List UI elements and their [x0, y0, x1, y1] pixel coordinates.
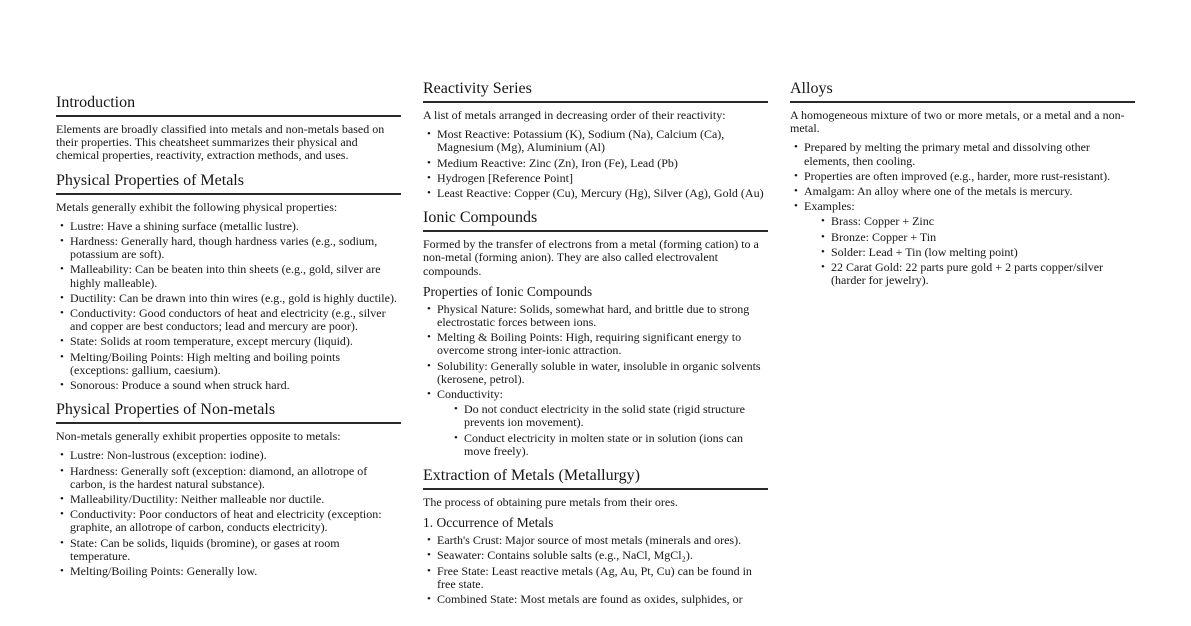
list-item — [817, 215, 1135, 228]
list-item — [423, 593, 768, 606]
list-item — [450, 403, 768, 429]
bullet-icon: • — [427, 156, 431, 169]
bullet-icon: • — [427, 302, 431, 315]
bullet-icon: • — [794, 185, 798, 198]
list-item-text: Medium Reactive: Zinc (Zn), Iron (Fe), Lead (Pb) — [437, 155, 678, 170]
section-heading: Extraction of Metals (Metallurgy) — [423, 467, 768, 490]
list-item-text: Most Reactive: Potassium (K), Sodium (Na), Calcium (Ca), Magnesium (Mg), Aluminium (Al) — [437, 127, 725, 155]
bullet-icon: • — [821, 230, 825, 243]
bullet-icon: • — [427, 388, 431, 401]
list-item — [56, 379, 401, 392]
list-item-text: Combined State: Most metals are found as oxides, sulphides, or — [437, 592, 743, 607]
bullet-icon: • — [427, 549, 431, 562]
section — [423, 467, 768, 606]
list-item — [56, 449, 401, 462]
list-item — [423, 565, 768, 591]
bullet-icon: • — [60, 449, 64, 462]
list-item-text: Conduct electricity in molten state or in solution (ions can move freely). — [464, 430, 743, 458]
column-3 — [790, 80, 1135, 292]
bullet-icon: • — [60, 350, 64, 363]
nested-list — [817, 215, 1135, 287]
list-item-text: Lustre: Have a shining surface (metallic lustre). — [70, 218, 299, 233]
paragraph: Formed by the transfer of electrons from a metal (forming cation) to a non-metal (forming anion). They are also called electrovalent compounds. — [423, 237, 759, 278]
list-item-text: Amalgam: An alloy where one of the metals is mercury. — [804, 184, 1073, 199]
section — [423, 209, 768, 458]
bullet-icon: • — [60, 464, 64, 477]
list-item-text: Conductivity: Good conductors of heat and electricity (e.g., silver and copper are best conductors; lead and mercury are poor). — [70, 306, 386, 334]
paragraph: The process of obtaining pure metals from their ores. — [423, 495, 678, 510]
list-item — [790, 170, 1135, 183]
bullet-icon: • — [60, 335, 64, 348]
columns-container — [56, 80, 1135, 611]
section — [423, 80, 768, 200]
bullet-icon: • — [60, 536, 64, 549]
bullet-icon: • — [60, 219, 64, 232]
column-2 — [423, 80, 768, 611]
paragraph: A list of metals arranged in decreasing order of their reactivity: — [423, 108, 726, 122]
list-item-text: Malleability/Ductility: Neither malleable nor ductile. — [70, 492, 325, 507]
list-item — [450, 432, 768, 458]
paragraph: Metals generally exhibit the following physical properties: — [56, 199, 338, 214]
list-item-text: Prepared by melting the primary metal and dissolving other elements, then cooling. — [804, 140, 1090, 168]
list-item-text: Sonorous: Produce a sound when struck hard. — [70, 378, 290, 393]
list-item-text: Melting/Boiling Points: Generally low. — [70, 564, 258, 579]
list-item — [423, 128, 768, 154]
bullet-icon: • — [427, 128, 431, 141]
list-item — [423, 303, 768, 329]
bullet-icon: • — [427, 534, 431, 547]
list-item — [56, 307, 401, 333]
list-item — [790, 185, 1135, 198]
bullet-icon: • — [60, 379, 64, 392]
list-item — [423, 534, 768, 547]
list-item — [423, 172, 768, 185]
list-item — [56, 565, 401, 578]
list-item-text: Examples: — [804, 199, 855, 214]
list-item — [56, 537, 401, 563]
bullet-icon: • — [60, 263, 64, 276]
section-heading: Introduction — [56, 94, 401, 117]
bullet-icon: • — [454, 403, 458, 416]
list-item — [56, 263, 401, 289]
list-item-text: Physical Nature: Solids, somewhat hard, and brittle due to strong electrostatic forces between ions. — [437, 301, 750, 330]
list-item-text: Malleability: Can be beaten into thin sheets (e.g., gold, silver are highly malleable). — [70, 262, 381, 290]
list-item-text: Earth's Crust: Major source of most metals (minerals and ores). — [437, 533, 742, 548]
list-item-text: Melting/Boiling Points: High melting and boiling points (exceptions: gallium, caesium). — [70, 349, 341, 377]
list-item — [56, 465, 401, 491]
list-item-text: State: Solids at room temperature, except mercury (liquid). — [70, 334, 353, 349]
nested-list — [450, 403, 768, 458]
list-item-text: Do not conduct electricity in the solid state (rigid structure prevents ion movement). — [464, 402, 745, 430]
paragraph: A homogeneous mixture of two or more metals, or a metal and a non-metal. — [790, 108, 1125, 136]
list-item-text: Seawater: Contains soluble salts (e.g., NaCl, MgCl₂). — [437, 548, 693, 563]
bullet-icon: • — [821, 215, 825, 228]
bullet-icon: • — [821, 261, 825, 274]
bullet-list — [423, 128, 768, 200]
list-item-text: 22 Carat Gold: 22 parts pure gold + 2 parts copper/silver (harder for jewelry). — [831, 260, 1104, 288]
bullet-icon: • — [821, 245, 825, 258]
bullet-list — [423, 303, 768, 458]
bullet-list — [790, 141, 1135, 287]
list-item-text: Conductivity: Poor conductors of heat and electricity (exception: graphite, an allotrope of carbon, conducts electricity). — [70, 507, 382, 535]
bullet-icon: • — [427, 171, 431, 184]
bullet-list — [56, 220, 401, 392]
bullet-icon: • — [60, 235, 64, 248]
list-item-text: Brass: Copper + Zinc — [831, 214, 935, 229]
list-item-text: Solubility: Generally soluble in water, insoluble in organic solvents (kerosene, petrol). — [437, 358, 761, 386]
bullet-icon: • — [794, 141, 798, 154]
list-item — [817, 246, 1135, 259]
subheading: 1. Occurrence of Metals — [423, 515, 554, 531]
bullet-icon: • — [427, 187, 431, 200]
list-item-text: Melting & Boiling Points: High, requiring significant energy to overcome strong inter-ionic attraction. — [437, 330, 742, 358]
list-item — [423, 331, 768, 357]
bullet-icon: • — [794, 169, 798, 182]
list-item — [56, 351, 401, 377]
section — [56, 94, 401, 163]
section-heading: Physical Properties of Non-metals — [56, 401, 401, 424]
list-item-text: Hardness: Generally soft (exception: diamond, an allotrope of carbon, is the hardest natural substance). — [70, 463, 368, 491]
list-item — [790, 141, 1135, 167]
section-heading: Ionic Compounds — [423, 209, 768, 232]
list-item — [423, 549, 768, 562]
list-item-text: State: Can be solids, liquids (bromine), or gases at room temperature. — [70, 535, 340, 563]
list-item — [56, 235, 401, 261]
list-item — [56, 493, 401, 506]
bullet-icon: • — [454, 431, 458, 444]
bullet-icon: • — [427, 359, 431, 372]
bullet-icon: • — [427, 593, 431, 606]
list-item — [56, 292, 401, 305]
paragraph: Elements are broadly classified into metals and non-metals based on their properties. This cheatsheet summarizes their physical and chemical properties, reactivity, extraction methods, and uses. — [56, 122, 385, 163]
bullet-list — [423, 534, 768, 606]
list-item-text: Properties are often improved (e.g., harder, more rust-resistant). — [804, 168, 1111, 183]
bullet-icon: • — [60, 565, 64, 578]
column-1 — [56, 80, 401, 583]
bullet-icon: • — [60, 291, 64, 304]
list-item-text: Least Reactive: Copper (Cu), Mercury (Hg), Silver (Ag), Gold (Au) — [437, 186, 764, 201]
section — [790, 80, 1135, 287]
section — [56, 401, 401, 578]
list-item-text: Solder: Lead + Tin (low melting point) — [831, 244, 1018, 259]
list-item — [56, 508, 401, 534]
list-item-text: Bronze: Copper + Tin — [831, 229, 937, 244]
section-heading: Alloys — [790, 80, 1135, 103]
list-item-text: Hardness: Generally hard, though hardness varies (e.g., sodium, potassium are soft). — [70, 234, 378, 262]
list-item-text: Hydrogen [Reference Point] — [437, 170, 573, 185]
list-item — [423, 388, 768, 458]
list-item — [423, 187, 768, 200]
section-heading: Physical Properties of Metals — [56, 172, 401, 195]
list-item-text: Ductility: Can be drawn into thin wires (e.g., gold is highly ductile). — [70, 290, 397, 305]
list-item — [56, 335, 401, 348]
list-item-text: Free State: Least reactive metals (Ag, Au, Pt, Cu) can be found in free state. — [437, 563, 752, 591]
paragraph: Non-metals generally exhibit properties opposite to metals: — [56, 429, 341, 444]
bullet-icon: • — [60, 493, 64, 506]
subheading: Properties of Ionic Compounds — [423, 283, 593, 299]
list-item — [817, 231, 1135, 244]
list-item-text: Conductivity: — [437, 387, 503, 402]
bullet-list — [56, 449, 401, 578]
section-heading: Reactivity Series — [423, 80, 768, 103]
list-item — [817, 261, 1135, 287]
bullet-icon: • — [427, 331, 431, 344]
bullet-icon: • — [427, 564, 431, 577]
list-item — [790, 200, 1135, 287]
bullet-icon: • — [794, 200, 798, 213]
bullet-icon: • — [60, 508, 64, 521]
list-item — [423, 157, 768, 170]
section — [56, 172, 401, 393]
list-item-text: Lustre: Non-lustrous (exception: iodine). — [70, 448, 267, 463]
bullet-icon: • — [60, 307, 64, 320]
list-item — [56, 220, 401, 233]
list-item — [423, 360, 768, 386]
